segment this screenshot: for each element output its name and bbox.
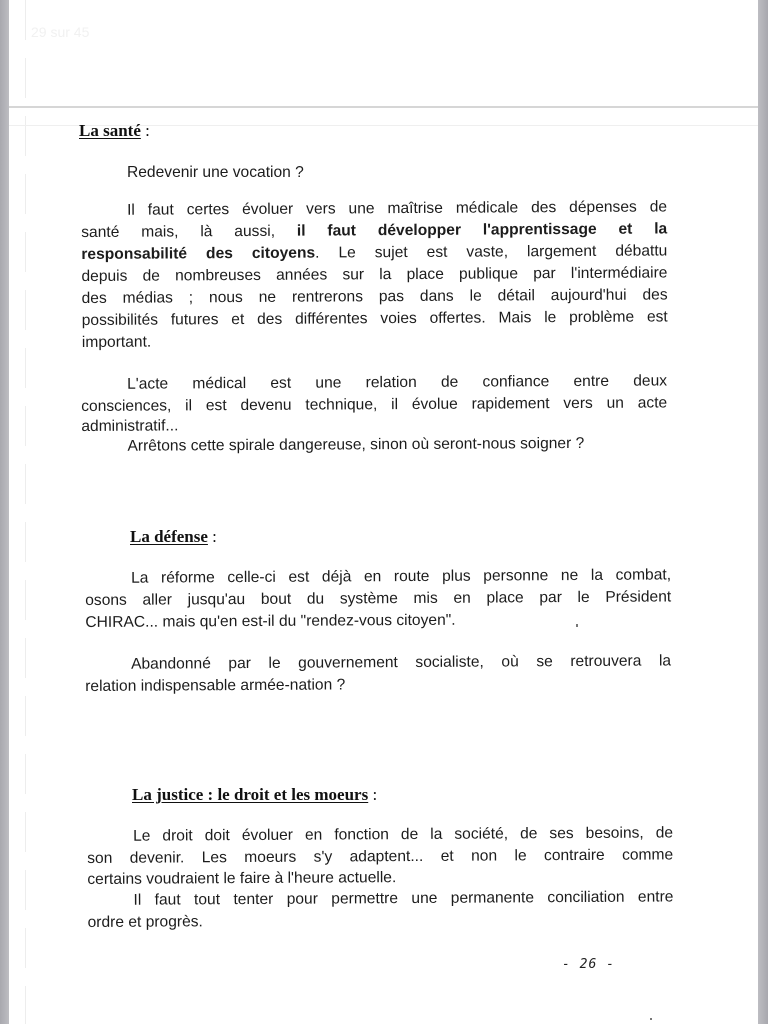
page-number: - 26 -: [562, 957, 615, 972]
paragraph-line: CHIRAC... mais qu'en est-il du "rendez-vous citoyen".: [85, 611, 456, 631]
paragraph-line: Arrêtons cette spirale dangereuse, sinon où seront-nous soigner ?: [127, 434, 585, 455]
section-heading-text: La santé: [79, 121, 141, 140]
paragraph-line: L'acte médical est une relation de confiance entre deux: [127, 372, 668, 393]
heading-colon: :: [207, 527, 217, 546]
section-heading-sante: [79, 121, 150, 141]
paragraph-line: important.: [81, 333, 152, 351]
paragraph-line: certains voudraient le faire à l'heure actuelle.: [87, 869, 397, 888]
paragraph-maitrise: [81, 196, 668, 354]
heading-colon: :: [368, 785, 378, 804]
paragraph-line: Abandonné par le gouvernement socialiste, où se retrouvera la: [131, 652, 672, 673]
paragraph-vocation: [81, 162, 667, 184]
paragraph-line: ordre et progrès.: [87, 913, 203, 931]
paragraph-line: son devenir. Les moeurs s'y adaptent... et non le contraire comme: [87, 846, 674, 867]
paragraph-line: Le droit doit évoluer en fonction de la société, de ses besoins, de: [133, 824, 674, 845]
paragraph-line: relation indispensable armée-nation ?: [85, 676, 346, 695]
paragraph-line: Redevenir une vocation ?: [127, 164, 304, 181]
section-heading-defense: [130, 527, 217, 547]
paragraph-droit: [87, 822, 674, 934]
paragraph-line: possibilités futures et des différentes voies offertes. Mais le problème est: [81, 308, 668, 329]
page-header-divider: [9, 106, 758, 108]
paragraph-acte-medical: [81, 370, 668, 458]
margin-rule: [25, 0, 26, 1024]
document-page: [9, 0, 758, 1024]
heading-colon: :: [140, 121, 150, 140]
paragraph-line: consciences, il est devenu technique, il évolue rapidement vers un acte: [81, 394, 668, 415]
paragraph-text: . Le sujet est vaste, largement débattu: [315, 242, 668, 262]
section-heading-justice: [132, 785, 377, 805]
paragraph-text: santé mais, là aussi,: [81, 222, 297, 241]
section-heading-text: La justice : le droit et les moeurs: [132, 785, 369, 804]
paragraph-abandonne: [85, 650, 671, 698]
paragraph-line: osons aller jusqu'au bout du système mis en place par le Président: [85, 588, 672, 609]
emphasis-text: responsabilité des citoyens: [81, 244, 316, 263]
page-indicator: 29 sur 45: [31, 24, 90, 40]
scan-speck: [576, 624, 578, 627]
viewer-left-gutter: [0, 0, 9, 1024]
emphasis-text: il faut développer l'apprentissage et la: [296, 220, 668, 240]
paragraph-line: administratif...: [81, 417, 179, 435]
paragraph-line: Il faut certes évoluer vers une maîtrise médicale des dépenses de: [127, 198, 668, 219]
scan-speck: [650, 1018, 652, 1020]
paragraph-line: depuis de nombreuses années sur la place publique par l'intermédiaire: [81, 264, 668, 285]
paragraph-line: Il faut tout tenter pour permettre une permanente conciliation entre: [133, 888, 674, 909]
viewer-scrollbar[interactable]: [758, 0, 768, 1024]
paragraph-line: La réforme celle-ci est déjà en route plus personne ne la combat,: [131, 566, 672, 587]
section-heading-text: La défense: [130, 527, 208, 546]
paragraph-line: des médias ; nous ne rentrerons pas dans le détail aujourd'hui des: [81, 286, 668, 307]
paragraph-reforme: [85, 564, 671, 634]
